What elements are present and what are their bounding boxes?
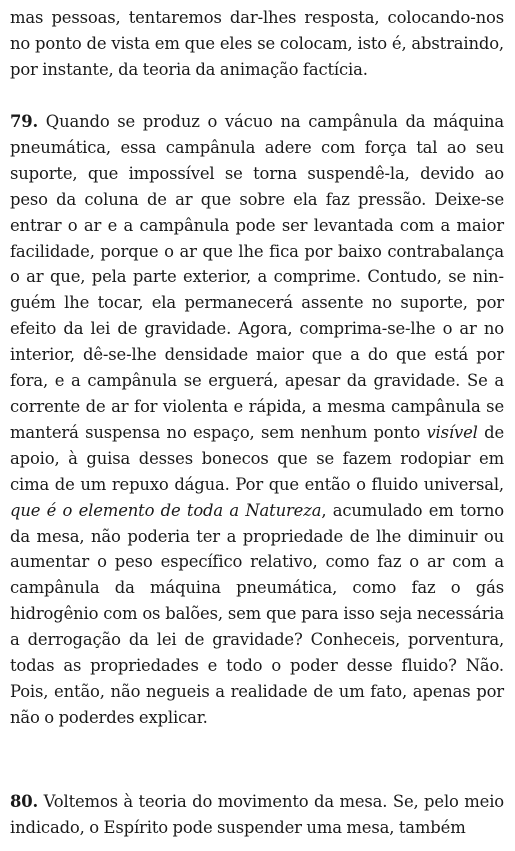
- paragraph-text: Voltemos à teoria do movimento da mesa. Se, pelo meio indicado, o Espírito pode suspender uma mesa, também: [10, 792, 504, 837]
- italic-word-visivel: visível: [426, 422, 478, 442]
- paragraph-continuation: [10, 5, 504, 83]
- italic-phrase-natureza: que é o elemento de toda a Natureza: [10, 500, 322, 520]
- paragraph-text: mas pessoas, tentaremos dar-lhes resposta, colocando-nos no ponto de vista em que eles se colocam, isto é, abstraindo, por instante, da teoria da animação factícia.: [10, 8, 504, 79]
- paragraph-text-part-2: de apoio, à guisa desses bonecos que se fazem rodopiar em cima de um repuxo dágua. Por que então o fluido universal,: [10, 422, 504, 494]
- paragraph-number: 80.: [10, 792, 39, 811]
- paragraph-80: [10, 789, 504, 841]
- paragraph-text-part-1: Quando se produz o vácuo na campânula da máquina pneumática, essa campânula adere com força tal ao seu suporte, que impossível se torna suspendê-la, devido ao peso da coluna de ar que sobre ela faz pressão. Deixe-se entrar o ar e a campânula pode ser levantada com a maior facilidade, porque o ar que lhe fica por baixo contrabalança o ar que, pela parte exterior, a comprime. Contudo, se ninguém lhe tocar, ela permanecerá assente no suporte, por efeito da lei de gravidade. Agora, comprima-se-lhe o ar no interior, dê-se-lhe densidade maior que a do que está por fora, e a campânula se erguerá, apesar da gravidade. Se a corrente de ar for violenta e rápida, a mesma campânula se manterá suspensa no espaço, sem nenhum ponto: [10, 112, 504, 442]
- paragraph-text-part-3: , acumulado em torno da mesa, não poderia ter a propriedade de lhe diminuir ou aumentar o peso específico relativo, como faz o ar com a campânula da máquina pneumática, como faz o gás hidrogênio com os balões, sem que para isso seja necessária a derrogação da lei de gravidade? Conheceis, porventura, todas as propriedades e todo o poder desse fluido? Não. Pois, então, não negueis a realidade de um fato, apenas por não o poderdes explicar.: [10, 500, 504, 727]
- paragraph-79: [10, 109, 504, 731]
- paragraph-number: 79.: [10, 112, 39, 131]
